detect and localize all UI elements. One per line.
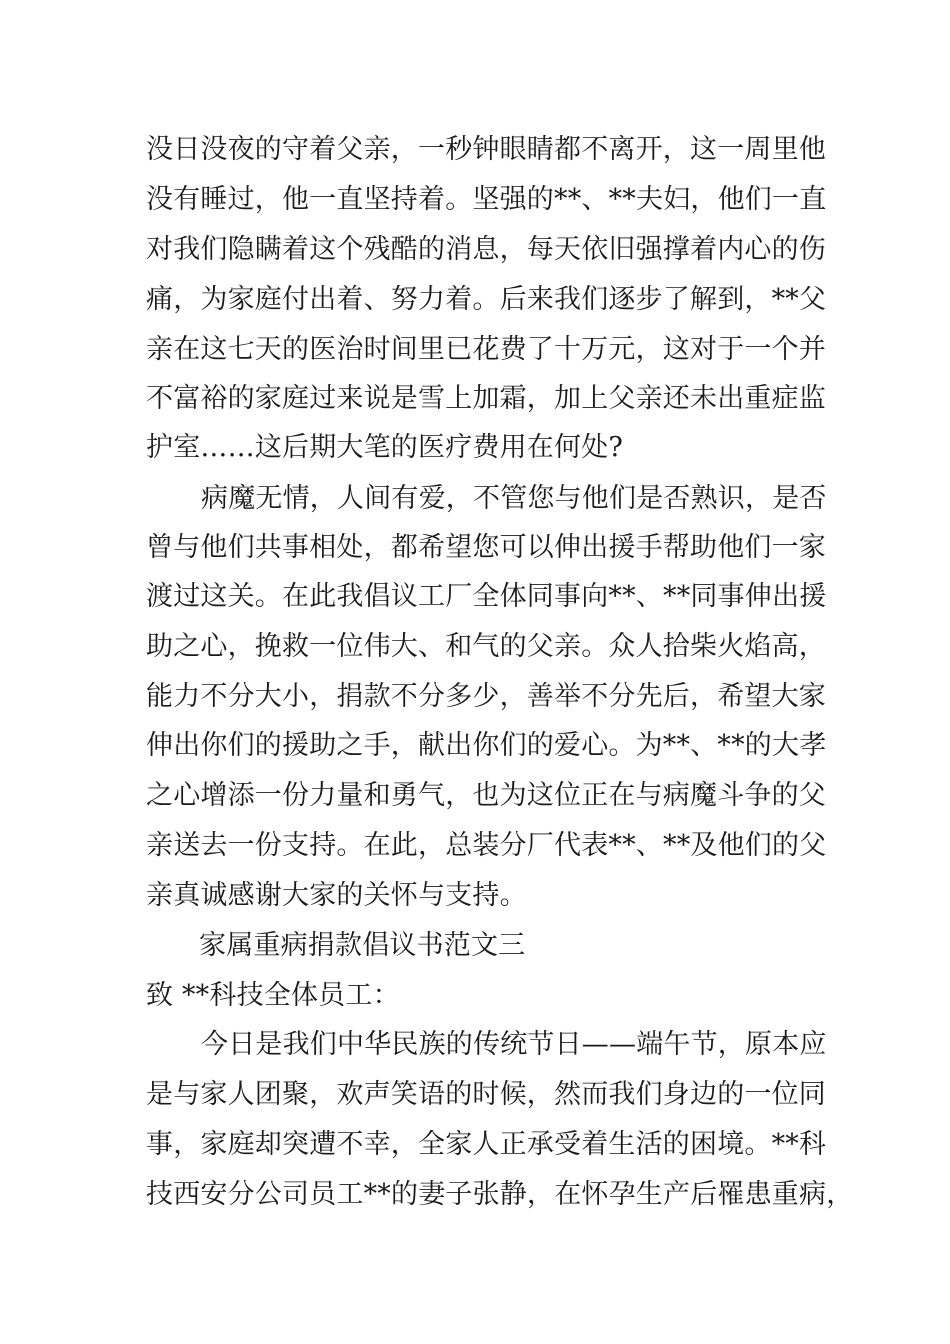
paragraph-1-line-2: 没有睡过，他一直坚持着。坚强的**、**夫妇，他们一直: [146, 184, 827, 215]
paragraph-1-line-7: 护室……这后期大笔的医疗费用在何处?: [146, 432, 624, 463]
paragraph-2-line-4: 助之心，挽救一位伟大、和气的父亲。众人拾柴火焰高，: [146, 631, 826, 662]
paragraph-2-line-3: 渡过这关。在此我倡议工厂全体同事向**、**同事伸出援: [146, 581, 827, 612]
paragraph-3-line-3: 事，家庭却突遭不幸，全家人正承受着生活的困境。**科: [146, 1129, 827, 1160]
paragraph-2-line-7: 之心增添一份力量和勇气，也为这位正在与病魔斗争的父: [146, 780, 826, 811]
paragraph-2-line-6: 伸出你们的援助之手，献出你们的爱心。为**、**的大孝: [146, 730, 827, 761]
paragraph-1-line-1: 没日没夜的守着父亲，一秒钟眼睛都不离开，这一周里他: [146, 134, 826, 165]
paragraph-2-line-2: 曾与他们共事相处，都希望您可以伸出援手帮助他们一家: [146, 532, 826, 563]
paragraph-3-line-2: 是与家人团聚，欢声笑语的时候，然而我们身边的一位同: [146, 1079, 826, 1110]
paragraph-2-line-1: 病魔无情，人间有爱，不管您与他们是否熟识，是否: [201, 483, 827, 514]
paragraph-1-line-3: 对我们隐瞒着这个残酷的消息，每天依旧强撑着内心的伤: [146, 234, 826, 265]
paragraph-3-line-4: 技西安分公司员工**的妻子张静，在怀孕生产后罹患重病，: [146, 1179, 854, 1210]
paragraph-2-line-8: 亲送去一份支持。在此，总装分厂代表**、**及他们的父: [146, 830, 827, 861]
paragraph-2-line-5: 能力不分大小，捐款不分多少，善举不分先后，希望大家: [146, 681, 826, 712]
section-title: 家属重病捐款倡议书范文三: [199, 930, 526, 961]
paragraph-3-line-1: 今日是我们中华民族的传统节日——端午节，原本应: [201, 1029, 827, 1060]
paragraph-2-line-9: 亲真诚感谢大家的关怀与支持。: [146, 880, 527, 911]
paragraph-1-line-5: 亲在这七天的医治时间里已花费了十万元，这对于一个并: [146, 334, 826, 365]
paragraph-1-line-4: 痛，为家庭付出着、努力着。后来我们逐步了解到，**父: [146, 284, 827, 315]
salutation: 致 **科技全体员工：: [146, 980, 400, 1011]
paragraph-1-line-6: 不富裕的家庭过来说是雪上加霜，加上父亲还未出重症监: [146, 383, 826, 414]
